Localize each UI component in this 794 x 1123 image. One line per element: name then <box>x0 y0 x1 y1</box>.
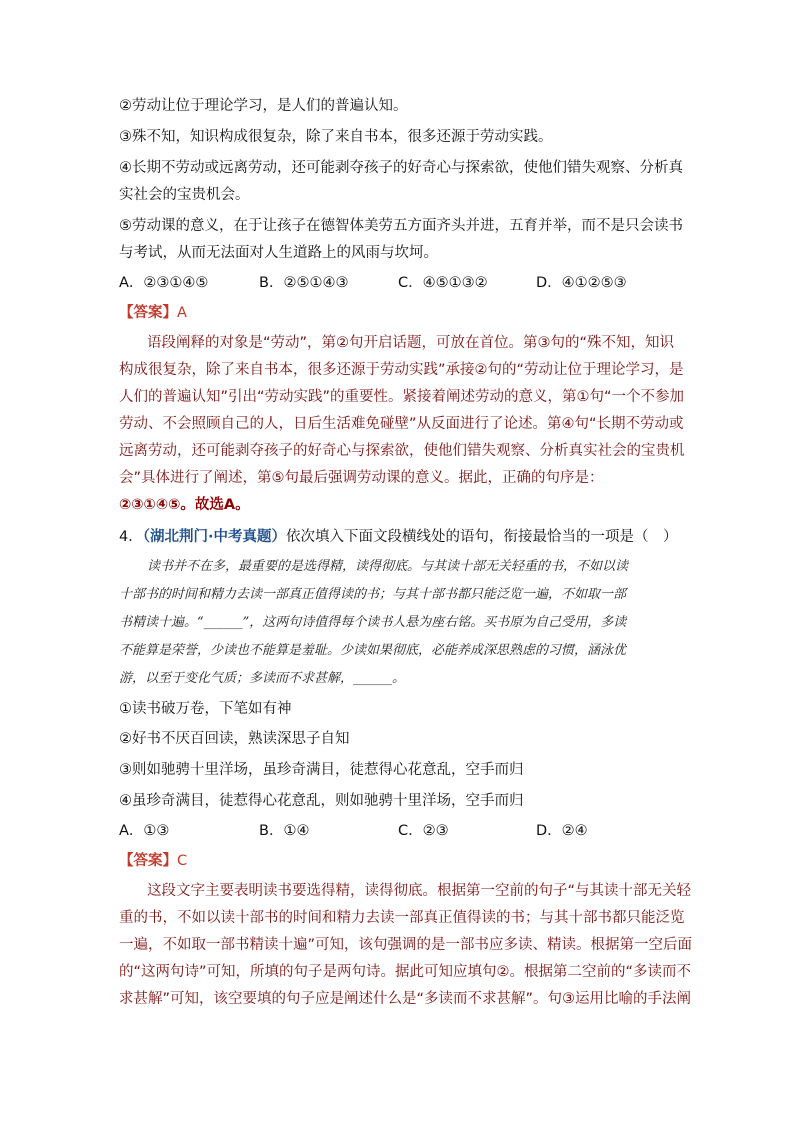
q4-explanation-line: 重的书，不如以读十部书的时间和精力去读一部真正值得读的书；与其十部书都只能泛览 <box>119 910 685 926</box>
q4-explanation-line: 这段文字主要表明读书要选得精，读得彻底。根据第一空前的句子“与其读十部无关轻 <box>147 883 692 899</box>
q4-passage-line: 读书并不在多，最重要的是选得精，读得彻底。与其读十部无关轻重的书，不如以读 <box>147 559 629 574</box>
q3-explanation-line: 劳动、不会照顾自己的人，日后生活难免碰壁”从反面进行了论述。第④句“长期不劳动或 <box>119 416 684 432</box>
q3-choice-a: A．②③①④⑤ <box>119 275 209 291</box>
q3-choice-b: B．②⑤①④③ <box>259 275 349 291</box>
q4-explanation-line: 的“这两句诗”可知，所填的句子是两句诗。据此可知应填句②。根据第二空前的“多读而不 <box>119 964 692 980</box>
q4-option-3: ③则如驰骋十里洋场，虽珍奇满目，徒惹得心花意乱，空手而归 <box>119 762 524 778</box>
q3-sentence-4-cont: 实社会的宝贵机会。 <box>119 187 250 203</box>
q4-passage-line: 不能算是荣誉，少读也不能算是羞耻。少读如果彻底，必能养成深思熟虑的习惯，涵泳优 <box>119 643 627 658</box>
q4-passage-line: 十部书的时间和精力去读一部真正值得读的书；与其十部书都只能泛览一遍，不如取一部 <box>119 587 627 602</box>
q4-choice-c: C．②③ <box>398 823 449 839</box>
q3-sentence-5: ⑤劳动课的意义，在于让孩子在德智体美劳五方面齐头并进，五育并举，而不是只会读书 <box>119 218 683 234</box>
q4-stem-text: 依次填入下面文段横线处的语句，衔接最恰当的一项是（ ） <box>286 529 678 545</box>
q3-answer <box>119 303 187 323</box>
q4-option-2: ②好书不厌百回读，熟读深思子自知 <box>119 731 350 747</box>
q3-choice-c: C．④⑤①③② <box>398 275 488 291</box>
q4-option-4: ④虽珍奇满目，徒惹得心花意乱，则如驰骋十里洋场，空手而归 <box>119 793 524 809</box>
q3-explanation-line: 语段阐释的对象是“劳动”，第②句开启话题，可放在首位。第③句的“殊不知，知识 <box>147 335 675 351</box>
q4-answer <box>119 851 187 871</box>
q4-choice-d: D．②④ <box>536 823 588 839</box>
q4-explanation-line: 一遍，不如取一部书精读十遍”可知，该句强调的是一部书应多读、精读。根据第一空后面 <box>119 937 693 953</box>
q3-explanation-line: 构成很复杂，除了来自书本，很多还源于劳动实践”承接②句的“劳动让位于理论学习，是 <box>119 362 684 378</box>
answer-value: A <box>177 305 187 321</box>
q4-stem <box>119 527 678 547</box>
q4-passage-line: 书精读十遍。“______”，这两句诗值得每个读书人悬为座右铭。买书原为自己受用，多读 <box>119 615 627 630</box>
q4-choice-a: A．①③ <box>119 823 170 839</box>
q4-passage-line: 游，以至于变化气质；多读而不求甚解，______。 <box>119 671 406 686</box>
q4-number: 4． <box>119 529 143 545</box>
q3-explanation-line: 会”具体进行了阐述，第⑤句最后强调劳动课的意义。据此，正确的句序是： <box>119 470 604 486</box>
q3-sentence-2: ②劳动让位于理论学习，是人们的普遍认知。 <box>119 98 408 114</box>
q3-sentence-4: ④长期不劳动或远离劳动，还可能剥夺孩子的好奇心与探索欲，使他们错失观察、分析真 <box>119 160 683 176</box>
q3-sentence-3: ③殊不知，知识构成很复杂，除了来自书本，很多还源于劳动实践。 <box>119 129 553 145</box>
q3-choice-d: D．④①②⑤③ <box>536 275 627 291</box>
q4-source: （湖北荆门·中考真题） <box>142 529 286 545</box>
answer-value: C <box>177 853 188 869</box>
answer-tag: 【答案】 <box>119 305 177 321</box>
q3-conclusion: ②③①④⑤。故选A。 <box>119 497 250 513</box>
answer-tag: 【答案】 <box>119 853 177 869</box>
q4-explanation-line: 求甚解”可知，该空要填的句子应是阐述什么是“多读而不求甚解”。句③运用比喻的手法阐 <box>119 991 692 1007</box>
q3-explanation-line: 远离劳动，还可能剥夺孩子的好奇心与探索欲，使他们错失观察、分析真实社会的宝贵机 <box>119 443 685 459</box>
q4-choice-b: B．①④ <box>259 823 310 839</box>
q3-explanation-line: 人们的普遍认知”引出“劳动实践”的重要性。紧接着阐述劳动的意义，第①句“一个不参加 <box>119 389 685 405</box>
q4-option-1: ①读书破万卷，下笔如有神 <box>119 701 292 717</box>
q3-sentence-5-cont: 与考试，从而无法面对人生道路上的风雨与坎坷。 <box>119 245 438 261</box>
